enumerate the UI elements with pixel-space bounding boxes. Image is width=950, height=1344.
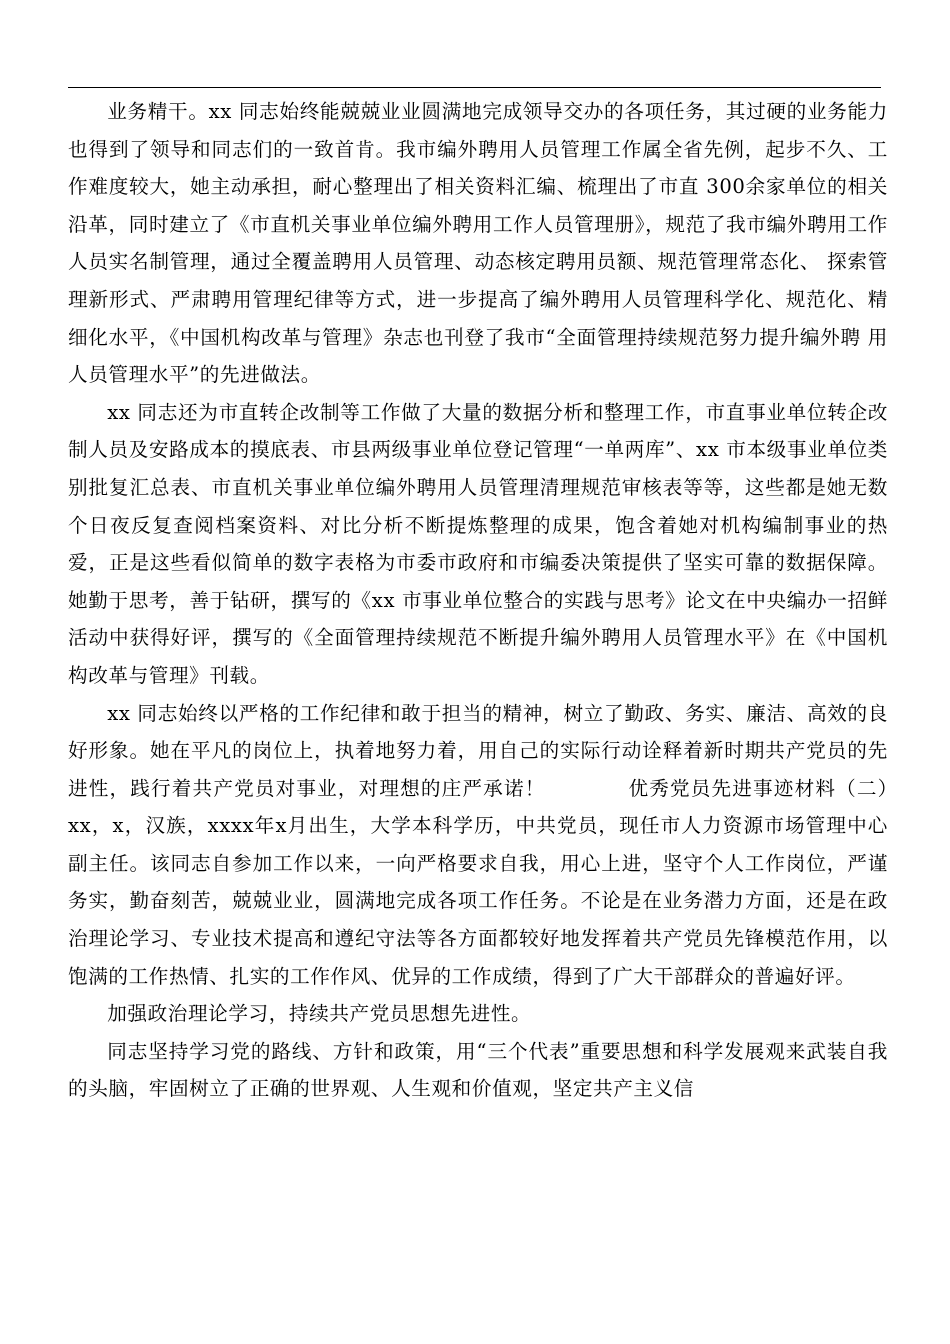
paragraph-business-competence: 业务精干。xx 同志始终能兢兢业业圆满地完成领导交办的各项任务，其过硬的业务能力也得到了领导和同志们的一致首肯。我市编外聘用人员管理工作属全省先例，起步不久、工作难度较大，她主动承担，耐心整理出了相关资料汇编、梳理出了市直 300余家单位的相关沿革，同时建立了《市直机关事业单位编外聘用工作人员管理册》，规范了我市编外聘用工作人员实名制管理，通过全覆盖聘用人员管理、动态核定聘用员额、规范管理常态化、 探索管理新形式、严肃聘用管理纪律等方式，进一步提高了编外聘用人员管理科学化、规范化、精细化水平，《中国机构改革与管理》杂志也刊登了我市“全面管理持续规范努力提升编外聘 用人员管理水平”的先进做法。 bbox=[68, 100, 888, 387]
header-rule bbox=[68, 87, 881, 88]
paragraph-theory-study-heading: 加强政治理论学习，持续共产党员思想先进性。 bbox=[107, 1002, 532, 1026]
paragraph-data-analysis: xx 同志还为市直转企改制等工作做了大量的数据分析和整理工作，市直事业单位转企改制人员及安路成本的摸底表、市县两级事业单位登记管理“一单两库”、xx 市本级事业单位类别批复汇总表、市直机关事业单位编外聘用人员管理清理规范审核表等等，这些都是她无数个日夜反复查阅档案资料、对比分析不断提炼整理的成果，饱含着她对机构编制事业的热爱，正是这些看似简单的数字表格为市委市政府和市编委决策提供了坚实可靠的数据保障。她勤于思考，善于钻研，撰写的《xx 市事业单位整合的实践与思考》论文在中央编办一招鲜活动中获得好评，撰写的《全面管理持续规范不断提升编外聘用人员管理水平》在《中国机构改革与管理》刊载。 bbox=[68, 400, 888, 687]
document-body bbox=[68, 93, 949, 1108]
paragraph-party-line-study: 同志坚持学习党的路线、方针和政策，用“三个代表”重要思想和科学发展观来武装自我的头脑，牢固树立了正确的世界观、人生观和价值观，坚定共产主义信 bbox=[68, 1039, 888, 1101]
paragraph-discipline-and-second-material: xx 同志始终以严格的工作纪律和敢于担当的精神，树立了勤政、务实、廉洁、高效的良好形象。她在平凡的岗位上，执着地努力着，用自己的实际行动诠释着新时期共产党员的先进性，践行着共产党员对事业，对理想的庄严承诺！ 优秀党员先进事迹材料（二） xx，x，汉族，xxxx年x月出生，大学本科学历，中共党员，现任市人力资源市场管理中心副主任。该同志自参加工作以来，一向严格要求自我，用心上进，坚守个人工作岗位，严谨务实，勤奋刻苦，兢兢业业，圆满地完成各项工作任务。不论是在业务潜力方面，还是在政治理论学习、专业技术提高和遵纪守法等各方面都较好地发挥着共产党员先锋模范作用，以饱满的工作热情、扎实的工作作风、优异的工作成绩，得到了广大干部群众的普遍好评。 bbox=[68, 701, 949, 988]
